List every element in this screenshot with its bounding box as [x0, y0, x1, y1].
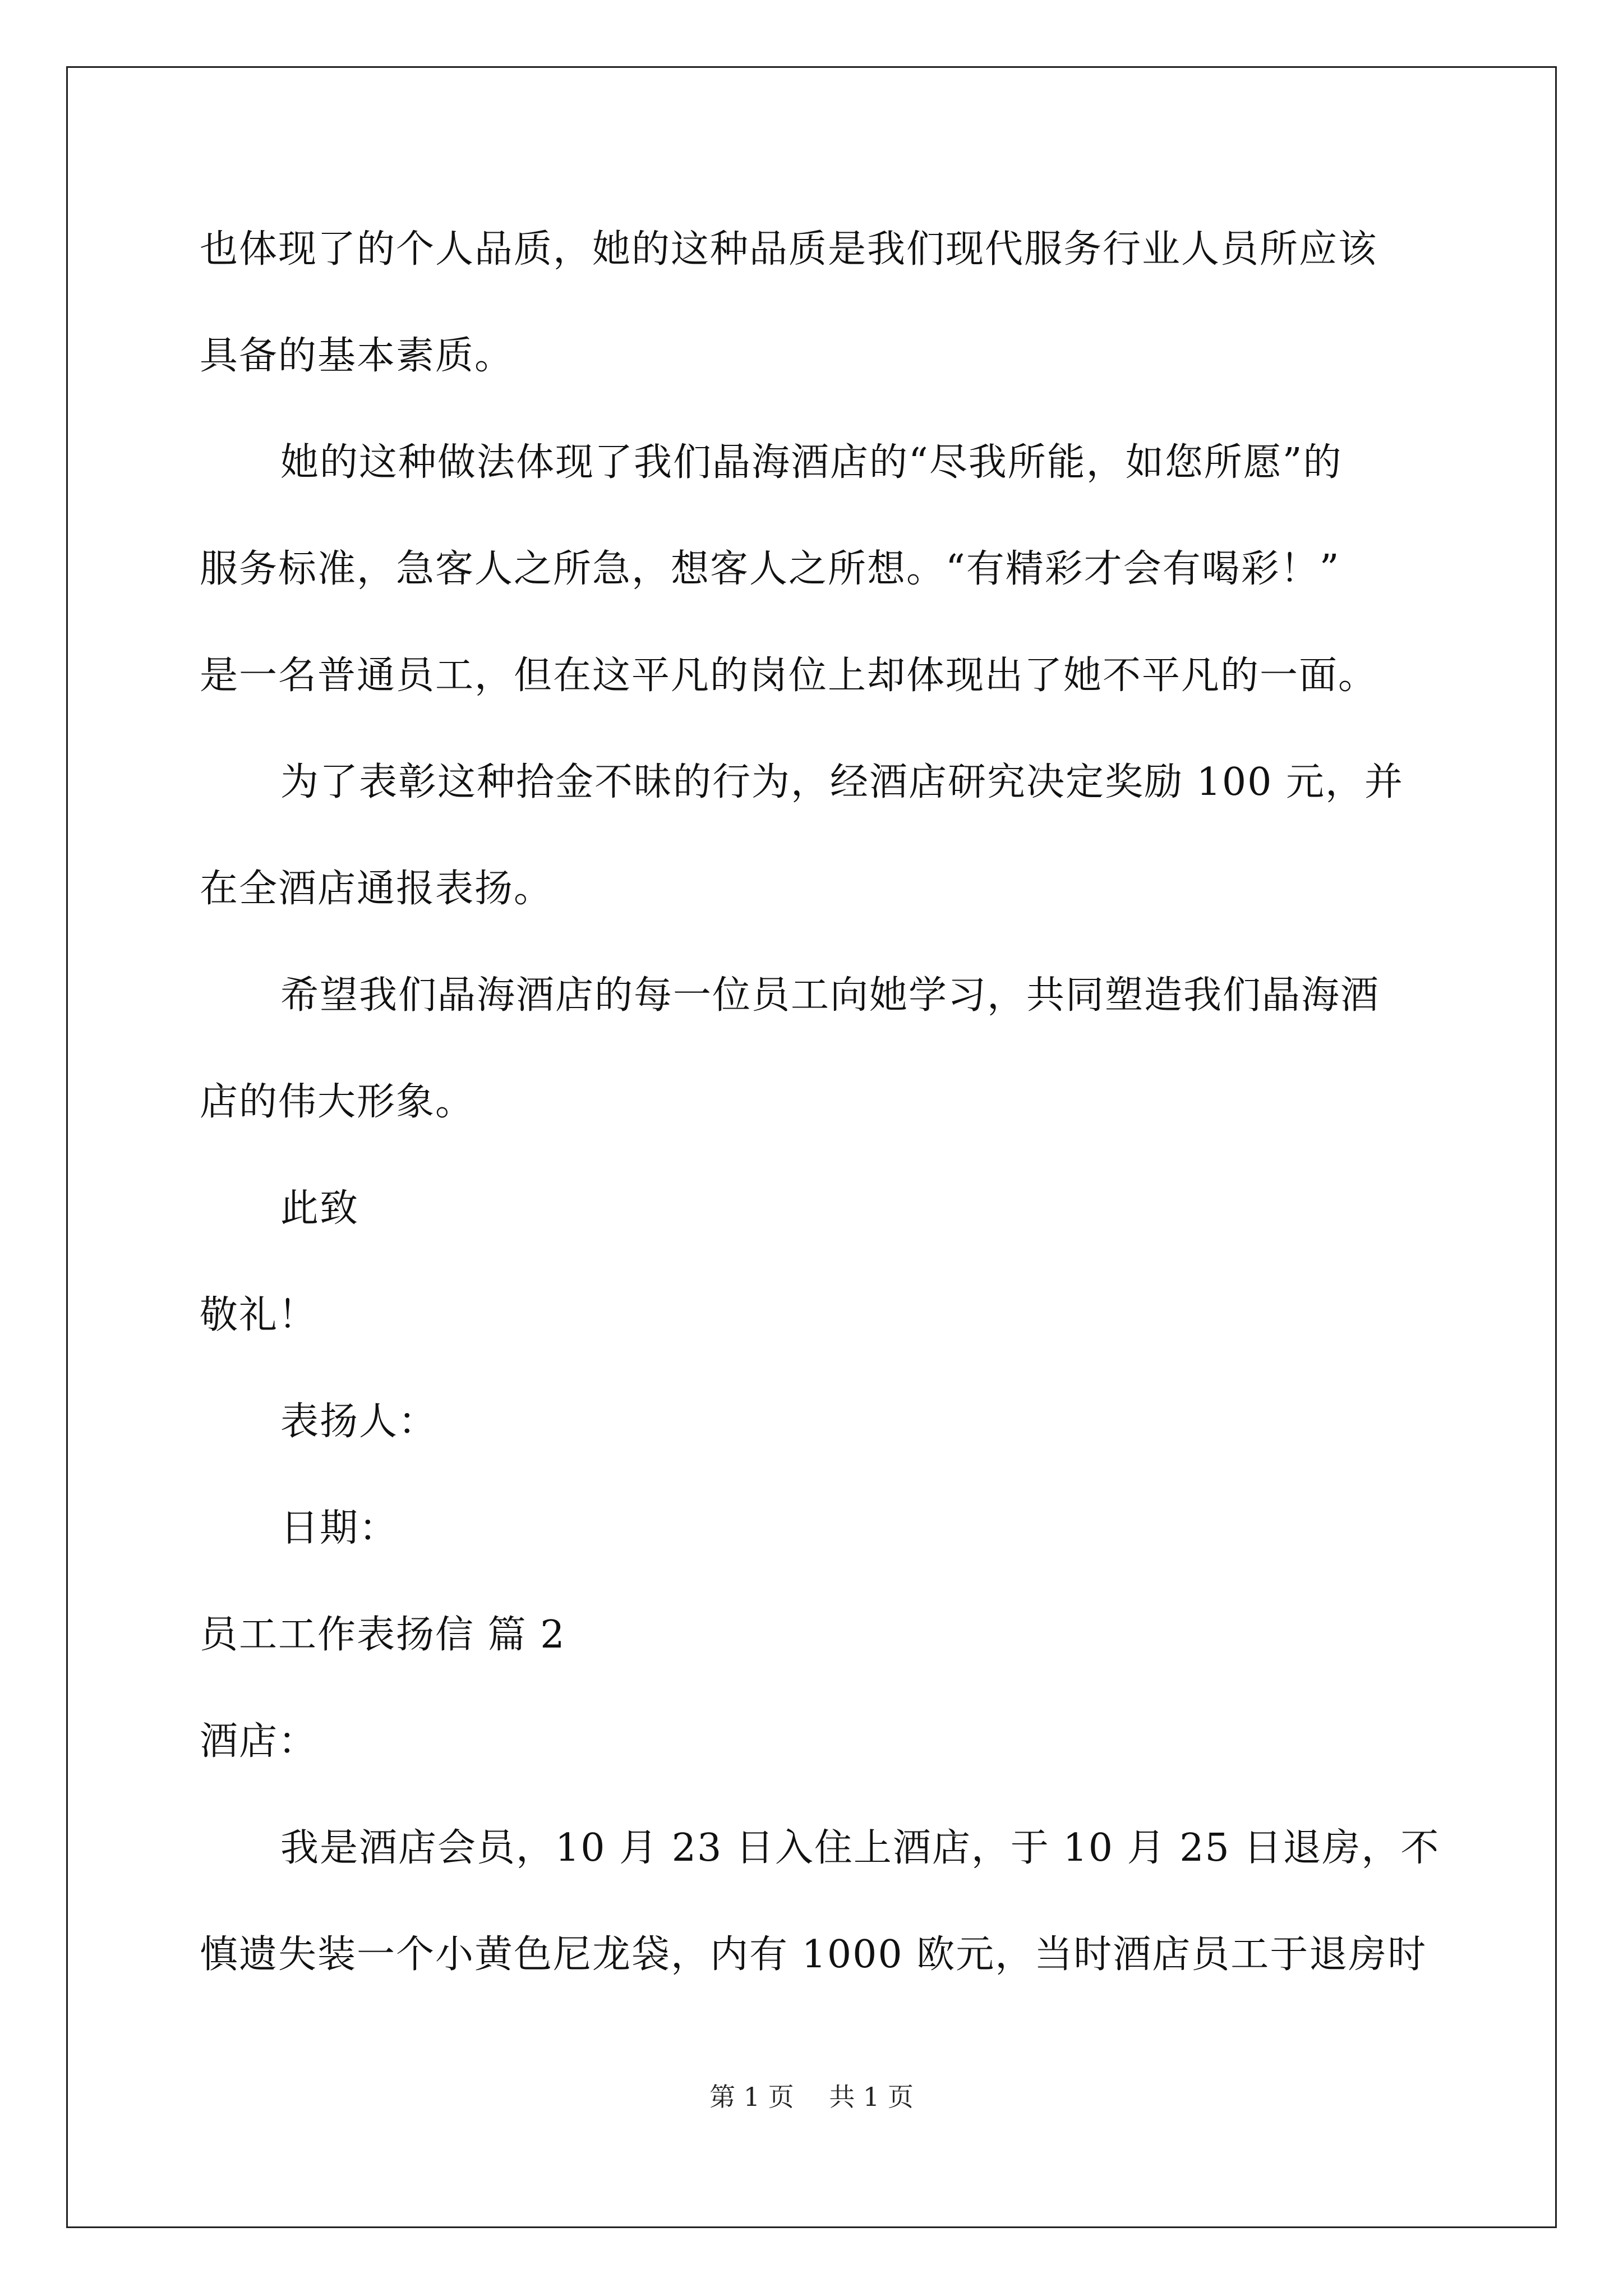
body-line-6: 为了表彰这种拾金不昧的行为，经酒店研究决定奖励 100 元，并	[280, 760, 1404, 804]
signature-date: 日期：	[280, 1506, 399, 1550]
body-line-9: 店的伟大形象。	[200, 1080, 475, 1124]
page-border	[66, 66, 1557, 2228]
closing-salutation: 此致	[280, 1186, 359, 1231]
body-line-17: 慎遗失装一个小黄色尼龙袋，内有 1000 欧元，当时酒店员工于退房时	[200, 1932, 1427, 1977]
closing-regards: 敬礼！	[200, 1293, 318, 1337]
page-number: 第 1 页	[709, 2082, 794, 2112]
letter-recipient: 酒店：	[200, 1719, 318, 1764]
body-line-5: 是一名普通员工，但在这平凡的岗位上却体现出了她不平凡的一面。	[200, 654, 1378, 698]
body-line-16: 我是酒店会员，10 月 23 日入住上酒店，于 10 月 25 日退房，不	[280, 1826, 1440, 1870]
body-line-7: 在全酒店通报表扬。	[200, 867, 554, 911]
body-line-1: 也体现了的个人品质，她的这种品质是我们现代服务行业人员所应该	[200, 227, 1378, 272]
section-heading: 员工工作表扬信 篇 2	[200, 1613, 566, 1657]
body-line-2: 具备的基本素质。	[200, 334, 514, 378]
page-footer	[0, 2081, 1623, 2113]
page-total: 共 1 页	[829, 2082, 914, 2112]
body-line-3: 她的这种做法体现了我们晶海酒店的“尽我所能，如您所愿”的	[280, 440, 1343, 485]
body-line-8: 希望我们晶海酒店的每一位员工向她学习，共同塑造我们晶海酒	[280, 973, 1380, 1018]
signature-praiser: 表扬人：	[280, 1400, 438, 1444]
body-line-4: 服务标准，急客人之所急，想客人之所想。“有精彩才会有喝彩！”	[200, 547, 1340, 591]
